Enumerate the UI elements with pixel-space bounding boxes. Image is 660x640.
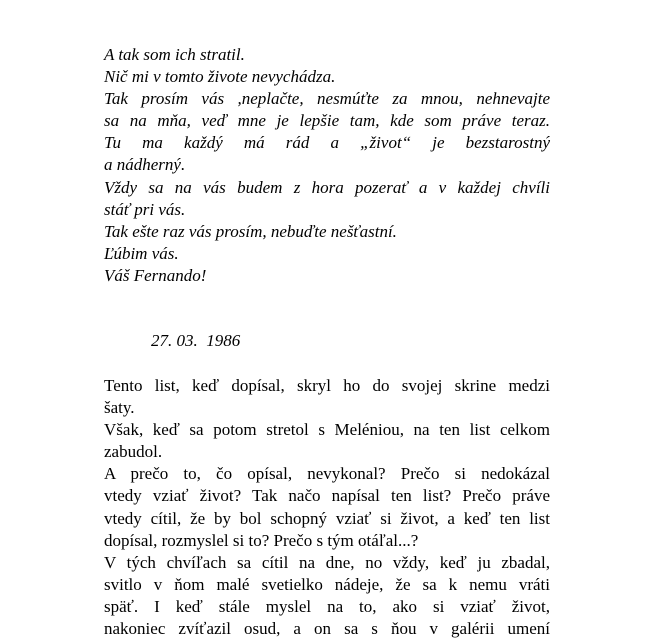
- narrative-line: späť. I keď stále myslel na to, ako si vziať život,: [104, 596, 550, 616]
- narrative-paragraphs: [104, 375, 550, 640]
- letter-line: Tu ma každý má rád a „život“ je bezstarostný: [104, 133, 550, 153]
- narrative-line: dopísal, rozmyslel si to? Prečo s tým otáľal...?: [104, 530, 419, 550]
- letter-line: Vždy sa na vás budem z hora pozerať a v každej chvíli: [104, 177, 550, 197]
- letter-line: sa na mňa, veď mne je lepšie tam, kde som práve teraz.: [104, 111, 550, 131]
- narrative-line: zabudol.: [104, 442, 163, 462]
- letter-signature: Váš Fernando!: [104, 265, 207, 285]
- narrative-line: Tento list, keď dopísal, skryl ho do svojej skrine medzi: [104, 376, 550, 395]
- narrative-line: V tých chvíľach sa cítil na dne, no vždy, keď ju zbadal,: [104, 552, 550, 572]
- letter-line: A tak som ich stratil.: [104, 45, 245, 64]
- narrative-line: vtedy vziať život? Tak načo napísal ten list? Prečo práve: [104, 486, 550, 506]
- letter-line: stáť pri vás.: [104, 199, 186, 219]
- narrative-line: A prečo to, čo opísal, nevykonal? Prečo si nedokázal: [104, 464, 550, 484]
- narrative-line: nakoniec zvíťazil osud, a on sa s ňou v galérii umení: [104, 619, 550, 639]
- narrative-line: vtedy cítil, že by bol schopný vziať si život, a keď ten list: [104, 508, 550, 528]
- farewell-letter: [104, 44, 550, 287]
- narrative-line: šaty.: [104, 398, 135, 418]
- letter-date: 27. 03. 1986: [151, 331, 241, 350]
- narrative-line: svitlo v ňom malé svetielko nádeje, že sa k nemu vráti: [104, 574, 550, 594]
- narrative-line: Však, keď sa potom stretol s Meléniou, na ten list celkom: [104, 420, 550, 440]
- letter-line: a nádherný.: [104, 155, 186, 175]
- letter-line: Tak prosím vás ,neplačte, nesmúťte za mnou, nehnevajte: [104, 89, 550, 109]
- letter-line: Nič mi v tomto živote nevychádza.: [104, 67, 336, 87]
- letter-line: Ľúbim vás.: [104, 243, 179, 263]
- letter-line: Tak ešte raz vás prosím, nebuďte nešťastní.: [104, 221, 397, 241]
